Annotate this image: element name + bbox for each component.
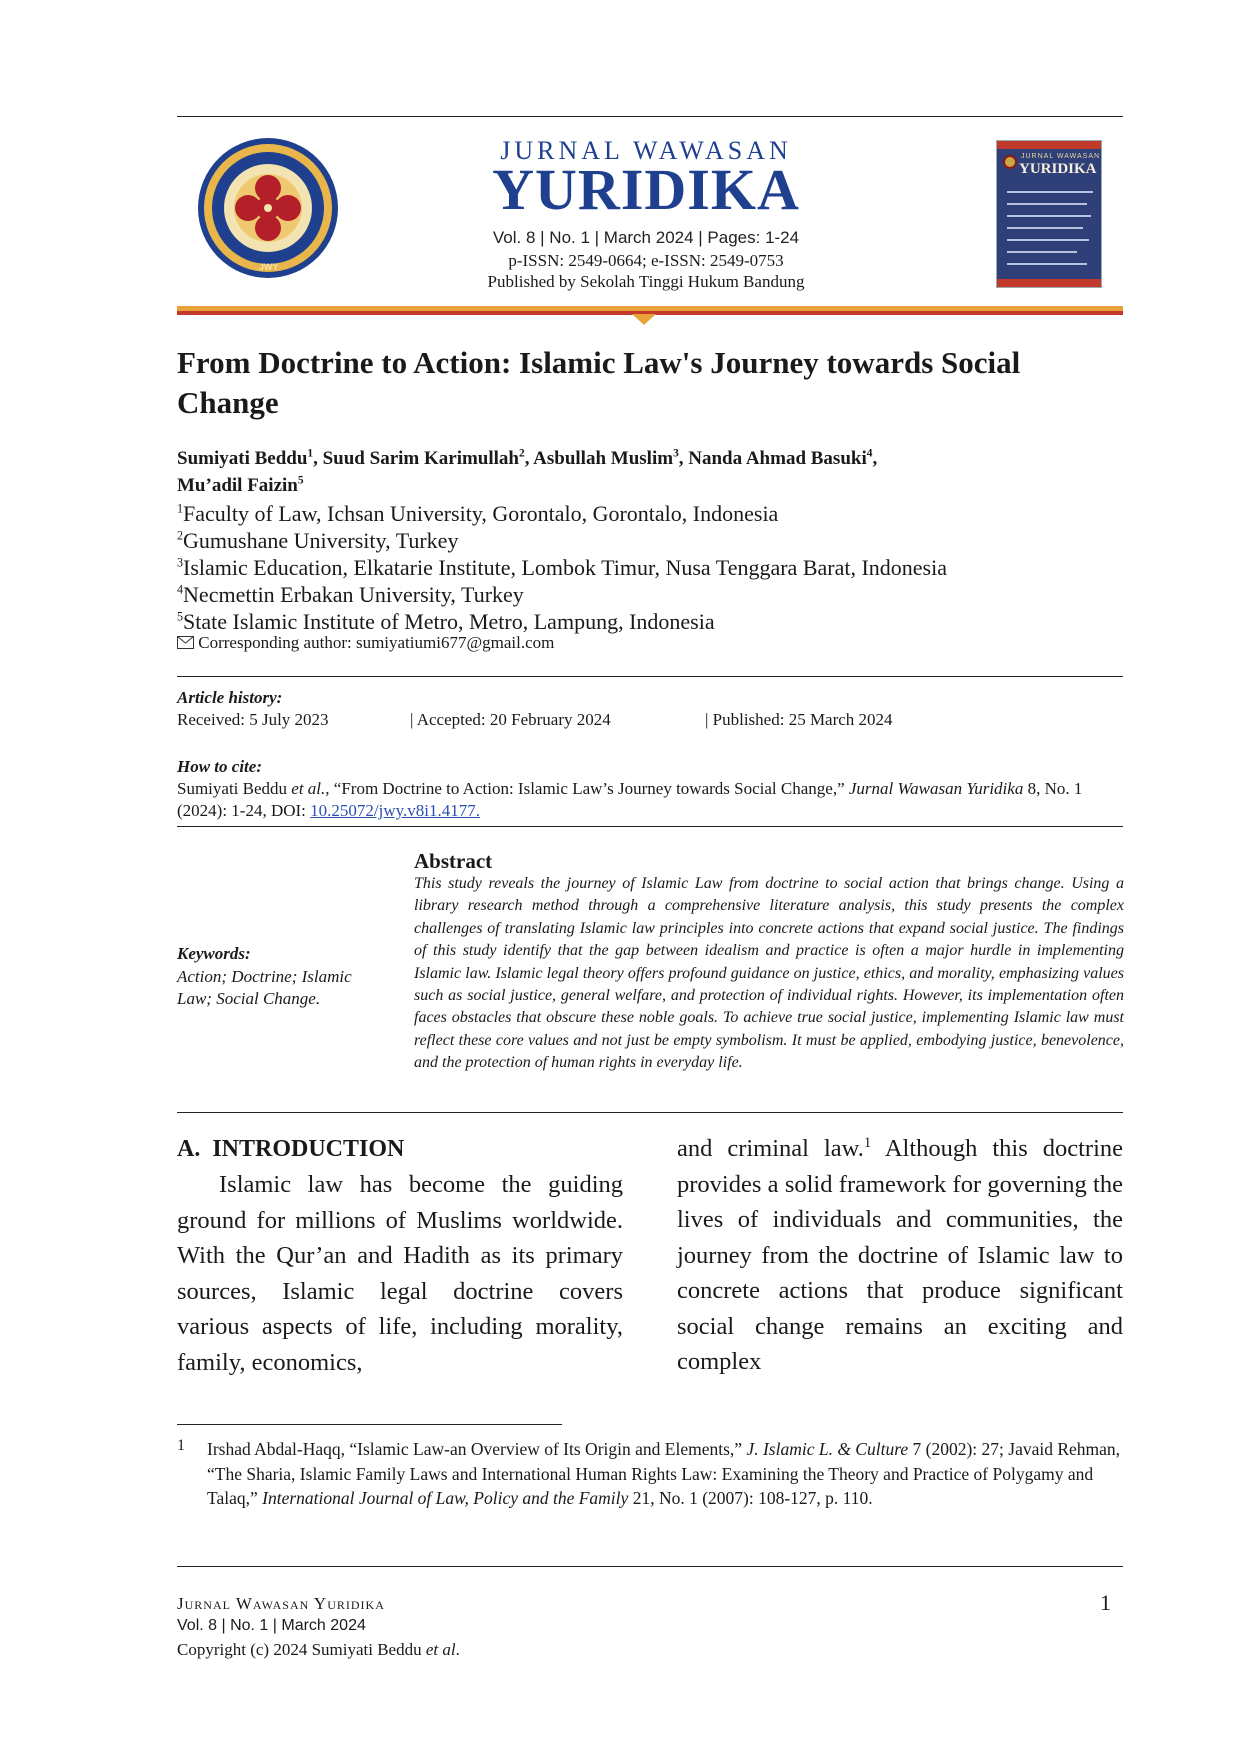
footnote-number: 1: [177, 1437, 185, 1454]
affiliation-num: 4: [177, 582, 184, 597]
abstract-text: This study reveals the journey of Islamic Law from doctrine to social action that brings change. Using a library research method through a comprehensive literature analysis, this study presents the complex challenges of translating Islamic law principles into concrete actions that expand social justice. The findings of this study identify that the gap between idealism and practice is often a major hurdle in implementing Islamic law. Islamic legal theory offers profound guidance on justice, ethics, and morality, emphasizing values such as social justice, general welfare, and protection of individual rights. However, its implementation often faces obstacles that obscure these noble goals. To achieve true social justice, implementing Islamic law must reflect these core values and not just be empty symbolism. It must be applied, embodying justice, benevolence, and the protection of human rights in everyday life.: [414, 875, 1124, 1072]
cover-line: [1007, 203, 1087, 205]
issn-line: p-ISSN: 2549-0664; e-ISSN: 2549-0753: [508, 251, 784, 270]
footnote-italic: International Journal of Law, Policy and the Family: [262, 1488, 629, 1508]
affiliation-num: 3: [177, 555, 184, 570]
cover-title-small: JURNAL WAWASAN: [1021, 153, 1101, 160]
footnote-text: [207, 1437, 1123, 1511]
cite-journal: Jurnal Wawasan Yuridika: [848, 779, 1024, 798]
copyright-part: .: [455, 1640, 460, 1659]
journal-name-small: JURNAL WAWASAN: [500, 136, 792, 165]
author-sup: 1: [307, 447, 314, 460]
affiliation-2: [177, 527, 458, 554]
footnote-rule: [177, 1424, 562, 1425]
footer-journal-name: Jurnal Wawasan Yuridika: [177, 1594, 385, 1613]
cover-line: [1007, 239, 1089, 241]
author-sup: 4: [866, 447, 873, 460]
keywords-text: Action; Doctrine; Islamic Law; Social Change.: [177, 967, 352, 1008]
copyright-part: Copyright (c) 2024 Sumiyati Beddu: [177, 1640, 426, 1659]
body-text: Although this doctrine provides a solid framework for governing the lives of individuals and communities, the journey from the doctrine of Islamic law to concrete actions that produce significant social change remains an exciting and complex: [677, 1135, 1124, 1375]
cover-band: [997, 141, 1101, 149]
cover-line: [1007, 215, 1091, 217]
body-text: and criminal law.: [677, 1135, 864, 1162]
abstract-label: Abstract: [414, 849, 493, 873]
rule-history-top: [177, 676, 1123, 677]
top-rule: [177, 116, 1123, 117]
affiliation-num: 5: [177, 609, 184, 624]
affiliation-text: Islamic Education, Elkatarie Institute, Lombok Timur, Nusa Tenggara Barat, Indonesia: [183, 555, 947, 580]
affiliation-text: Necmettin Erbakan University, Turkey: [183, 582, 524, 607]
cite-part: , “From Doctrine to Action: Islamic Law’s Journey towards Social Change,”: [325, 779, 849, 798]
author-name: Asbullah Muslim: [533, 448, 674, 469]
affiliation-text: Gumushane University, Turkey: [183, 528, 459, 553]
author-sup: 5: [297, 474, 304, 487]
cite-etal: et al.: [291, 779, 326, 798]
cover-line: [1007, 191, 1093, 193]
footnote-italic: J. Islamic L. & Culture: [746, 1439, 909, 1459]
affiliation-text: State Islamic Institute of Metro, Metro, Lampung, Indonesia: [183, 609, 715, 634]
author-sep: ,: [524, 448, 534, 469]
section-heading-introduction: A. INTRODUCTION: [177, 1136, 405, 1162]
cite-part: Sumiyati Beddu: [177, 779, 292, 798]
article-title: From Doctrine to Action: Islamic Law's Journey towards Social Change: [177, 345, 1021, 420]
body-column-right: [677, 1131, 1123, 1380]
author-sep: ,: [313, 448, 323, 469]
author-sup: 3: [673, 447, 679, 460]
history-label: Article history:: [177, 688, 283, 707]
body-column-left: Islamic law has become the guiding ground for millions of Muslims worldwide. With the Qur’an and Hadith as its primary sources, Islamic legal doctrine covers various aspects of life, including morality, family, economics,: [177, 1171, 623, 1376]
author-list: [177, 445, 1123, 499]
footnote-ref: 1: [863, 1134, 872, 1151]
author-sep: ,: [678, 448, 689, 469]
author-name: Suud Sarim Karimullah: [322, 448, 519, 469]
author-name: Sumiyati Beddu: [177, 448, 308, 469]
rule-abstract-top: [177, 826, 1123, 827]
footnote-part: 7 (2002): 27; Javaid Rehman, “The Sharia, Islamic Family Laws and International Human Rights Law: Examining the Theory and Practice of Polygamy and Talaq,”: [207, 1439, 1121, 1508]
affiliation-num: 1: [177, 501, 184, 516]
author-name: Nanda Ahmad Basuki: [688, 448, 867, 469]
cite-part: 8, No. 1 (2024): 1-24, DOI:: [177, 779, 1083, 820]
cite-text: [177, 778, 1123, 822]
affiliation-1: [177, 500, 778, 527]
footer-copyright: [177, 1640, 460, 1660]
header-bar-notch-icon: [632, 314, 656, 326]
journal-cover-thumbnail: [996, 140, 1102, 288]
affiliation-text: Faculty of Law, Ichsan University, Gorontalo, Gorontalo, Indonesia: [183, 501, 779, 526]
history-accepted: | Accepted: 20 February 2024: [410, 710, 611, 729]
logo-abbr: JWY: [259, 262, 279, 272]
journal-name-big: YURIDIKA: [492, 157, 800, 222]
footer-volume: Vol. 8 | No. 1 | March 2024: [177, 1617, 366, 1634]
affiliation-num: 2: [177, 528, 184, 543]
cover-seal-icon: [1003, 155, 1017, 169]
cover-line: [1007, 251, 1077, 253]
page-number: 1: [1100, 1590, 1111, 1615]
author-sup: 2: [519, 447, 525, 460]
rule-abstract-bottom: [177, 1112, 1123, 1113]
footer-rule: [177, 1566, 1123, 1567]
doi-link[interactable]: 10.25072/jwy.v8i1.4177.: [310, 801, 480, 820]
affiliation-4: [177, 581, 524, 608]
footnote-part: Irshad Abdal-Haqq, “Islamic Law-an Overview of Its Origin and Elements,”: [207, 1439, 747, 1459]
corresponding-text: Corresponding author: sumiyatiumi677@gmail.com: [198, 633, 555, 652]
cover-title-big: YURIDIKA: [1019, 161, 1097, 177]
corresponding-author: [177, 633, 554, 653]
footnote-part: 21, No. 1 (2007): 108-127, p. 110.: [628, 1488, 873, 1508]
history-received: Received: 5 July 2023: [177, 710, 329, 729]
affiliation-3: [177, 554, 947, 581]
cover-line: [1007, 263, 1087, 265]
author-sep: ,: [872, 448, 878, 469]
affiliation-5: [177, 608, 715, 635]
cover-bottom-band: [997, 279, 1102, 288]
history-published: | Published: 25 March 2024: [705, 710, 893, 729]
keywords-label: Keywords:: [177, 944, 251, 963]
cover-line: [1007, 227, 1083, 229]
volume-line: Vol. 8 | No. 1 | March 2024 | Pages: 1-24: [492, 228, 800, 247]
envelope-icon: [177, 636, 194, 649]
cite-label: How to cite:: [177, 757, 262, 776]
author-name: Mu’adil Faizin: [177, 475, 298, 496]
copyright-etal: et al: [425, 1640, 456, 1659]
journal-logo-seal: [196, 136, 340, 280]
publisher-line: Published by Sekolah Tinggi Hukum Bandung: [487, 272, 805, 291]
